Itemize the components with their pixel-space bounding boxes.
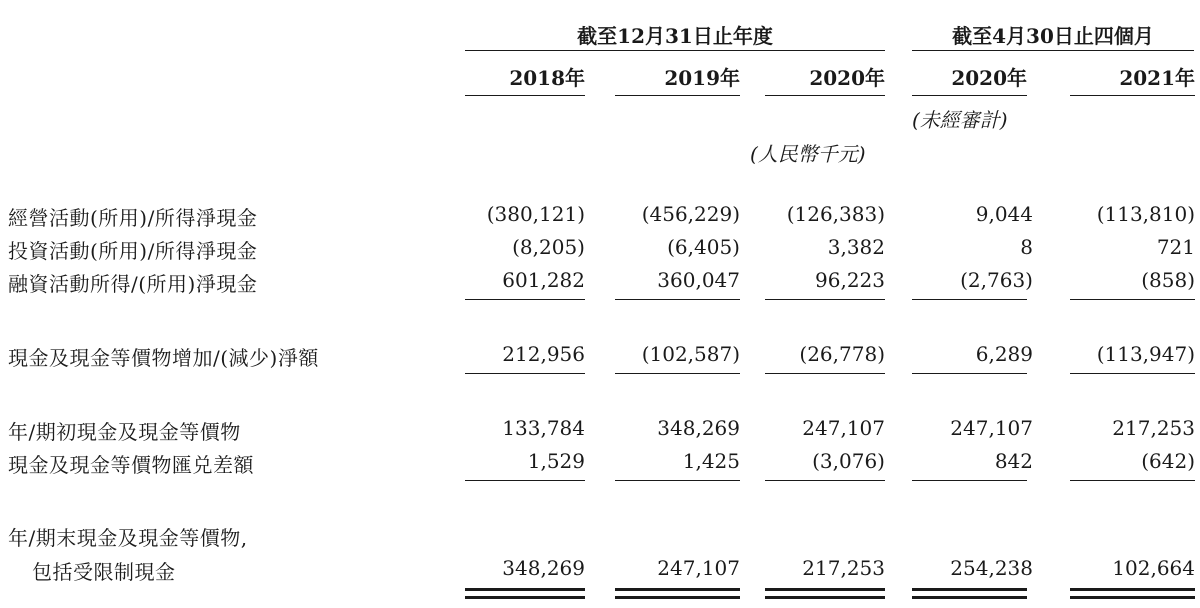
cell-net-change-2018: 212,956 — [502, 342, 585, 366]
row-label-opening-cash: 年/期初現金及現金等價物 — [8, 420, 241, 444]
year-underline-2020-annual — [765, 95, 885, 96]
net-change-rule-2020 — [765, 373, 885, 374]
row-label-fx-difference: 現金及現金等價物匯兑差額 — [8, 453, 254, 477]
subtotal-rule-2018 — [465, 299, 585, 300]
total-double-rule-2020-interim-top — [912, 588, 1027, 591]
year-underline-2018 — [465, 95, 585, 96]
year-header-2019: 2019年 — [664, 66, 740, 90]
total-double-rule-2018-bottom — [465, 596, 585, 599]
net-change-rule-2019 — [615, 373, 740, 374]
cell-financing-2018: 601,282 — [502, 268, 585, 292]
unaudited-note: (未經審計) — [912, 108, 1008, 132]
fx-rule-2021-interim — [1070, 480, 1195, 481]
fx-rule-2018 — [465, 480, 585, 481]
row-label-financing: 融資活動所得/(所用)淨現金 — [8, 272, 258, 296]
subtotal-rule-2021-interim — [1070, 299, 1195, 300]
net-change-rule-2018 — [465, 373, 585, 374]
cell-operating-2020-interim: 9,044 — [975, 202, 1033, 226]
year-header-2020-interim: 2020年 — [951, 66, 1027, 90]
total-double-rule-2019-top — [615, 588, 740, 591]
row-label-closing-cash: 年/期末現金及現金等價物, — [8, 526, 248, 550]
year-underline-2021-interim — [1070, 95, 1195, 96]
year-header-2020-annual: 2020年 — [809, 66, 885, 90]
net-change-rule-2021-interim — [1070, 373, 1195, 374]
cell-closing-cash-2020-interim: 254,238 — [950, 556, 1033, 580]
row-label-closing-cash-line2: 包括受限制現金 — [32, 560, 176, 584]
year-header-2018: 2018年 — [509, 66, 585, 90]
cell-net-change-2019: (102,587) — [641, 342, 740, 366]
total-double-rule-2019-bottom — [615, 596, 740, 599]
row-label-net-change: 現金及現金等價物增加/(減少)淨額 — [8, 346, 319, 370]
year-underline-2020-interim — [912, 95, 1027, 96]
total-double-rule-2021-interim-bottom — [1070, 596, 1195, 599]
cell-fx-difference-2020-interim: 842 — [994, 449, 1033, 473]
cell-investing-2020: 3,382 — [827, 235, 885, 259]
fx-rule-2019 — [615, 480, 740, 481]
total-double-rule-2020-bottom — [765, 596, 885, 599]
cell-fx-difference-2019: 1,425 — [682, 449, 740, 473]
year-header-2021-interim: 2021年 — [1119, 66, 1195, 90]
row-label-investing: 投資活動(所用)/所得淨現金 — [8, 239, 258, 263]
cell-operating-2021-interim: (113,810) — [1096, 202, 1195, 226]
row-label-operating: 經營活動(所用)/所得淨現金 — [8, 206, 258, 230]
cell-closing-cash-2020: 217,253 — [802, 556, 885, 580]
cell-investing-2020-interim: 8 — [1020, 235, 1033, 259]
cell-fx-difference-2018: 1,529 — [527, 449, 585, 473]
group-title-year-ended: 截至12月31日止年度 — [577, 24, 773, 48]
year-underline-2019 — [615, 95, 740, 96]
total-double-rule-2020-top — [765, 588, 885, 591]
cell-operating-2018: (380,121) — [486, 202, 585, 226]
cell-opening-cash-2018: 133,784 — [502, 416, 585, 440]
cell-fx-difference-2021-interim: (642) — [1141, 449, 1195, 473]
cell-closing-cash-2018: 348,269 — [502, 556, 585, 580]
cell-operating-2020: (126,383) — [786, 202, 885, 226]
cell-opening-cash-2020-interim: 247,107 — [950, 416, 1033, 440]
cell-net-change-2020-interim: 6,289 — [975, 342, 1033, 366]
group-underline-four-months — [912, 50, 1194, 51]
subtotal-rule-2020 — [765, 299, 885, 300]
net-change-rule-2020-interim — [912, 373, 1027, 374]
subtotal-rule-2020-interim — [912, 299, 1027, 300]
cell-investing-2019: (6,405) — [667, 235, 740, 259]
subtotal-rule-2019 — [615, 299, 740, 300]
cell-opening-cash-2020: 247,107 — [802, 416, 885, 440]
unit-note: (人民幣千元) — [750, 142, 866, 166]
cell-investing-2021-interim: 721 — [1156, 235, 1195, 259]
cell-investing-2018: (8,205) — [512, 235, 585, 259]
cell-fx-difference-2020: (3,076) — [812, 449, 885, 473]
group-underline-year-ended — [465, 50, 885, 51]
total-double-rule-2021-interim-top — [1070, 588, 1195, 591]
cell-financing-2020: 96,223 — [815, 268, 885, 292]
cell-net-change-2020: (26,778) — [799, 342, 885, 366]
cell-closing-cash-2021-interim: 102,664 — [1112, 556, 1195, 580]
total-double-rule-2018-top — [465, 588, 585, 591]
cell-financing-2020-interim: (2,763) — [960, 268, 1033, 292]
fx-rule-2020 — [765, 480, 885, 481]
cell-net-change-2021-interim: (113,947) — [1096, 342, 1195, 366]
group-title-four-months: 截至4月30日止四個月 — [952, 24, 1154, 48]
cell-closing-cash-2019: 247,107 — [657, 556, 740, 580]
cell-opening-cash-2021-interim: 217,253 — [1112, 416, 1195, 440]
fx-rule-2020-interim — [912, 480, 1027, 481]
cell-opening-cash-2019: 348,269 — [657, 416, 740, 440]
total-double-rule-2020-interim-bottom — [912, 596, 1027, 599]
cell-financing-2021-interim: (858) — [1141, 268, 1195, 292]
cell-financing-2019: 360,047 — [657, 268, 740, 292]
cell-operating-2019: (456,229) — [641, 202, 740, 226]
